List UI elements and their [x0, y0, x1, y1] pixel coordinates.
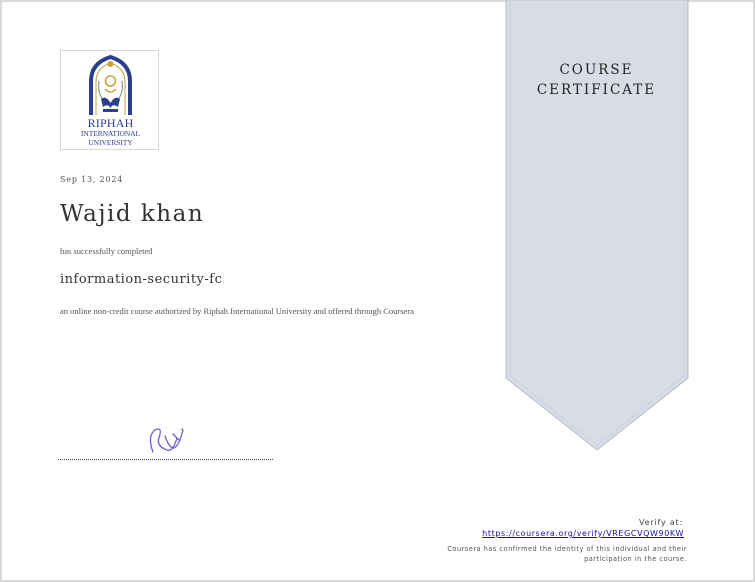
- logo-wordmark: RIPHAH: [87, 116, 134, 130]
- ribbon-title-line1: COURSE: [559, 62, 634, 78]
- signature-line: [58, 459, 273, 460]
- university-logo: [60, 50, 159, 150]
- issue-date: Sep 13, 2024: [60, 175, 124, 184]
- logo-subtitle-line1: INTERNATIONAL: [80, 129, 141, 138]
- verify-note: Coursera has confirmed the identity of this individual and their participation in the course.: [447, 545, 687, 563]
- course-description: an online non-credit course authorized by Riphah International University and offered through Coursera: [60, 306, 414, 316]
- completion-text: has successfully completed: [60, 246, 153, 256]
- course-name: information-security-fc: [60, 272, 223, 287]
- ribbon-title: [505, 60, 688, 100]
- verify-label: Verify at:: [639, 518, 683, 527]
- recipient-name: Wajid khan: [60, 201, 205, 227]
- signature-icon: [143, 424, 187, 456]
- ribbon-title-line2: CERTIFICATE: [536, 82, 657, 98]
- logo-subtitle: [61, 129, 160, 147]
- verify-link[interactable]: https://coursera.org/verify/VREGCVQW90KW: [482, 529, 684, 538]
- logo-subtitle-line2: UNIVERSITY: [88, 138, 133, 147]
